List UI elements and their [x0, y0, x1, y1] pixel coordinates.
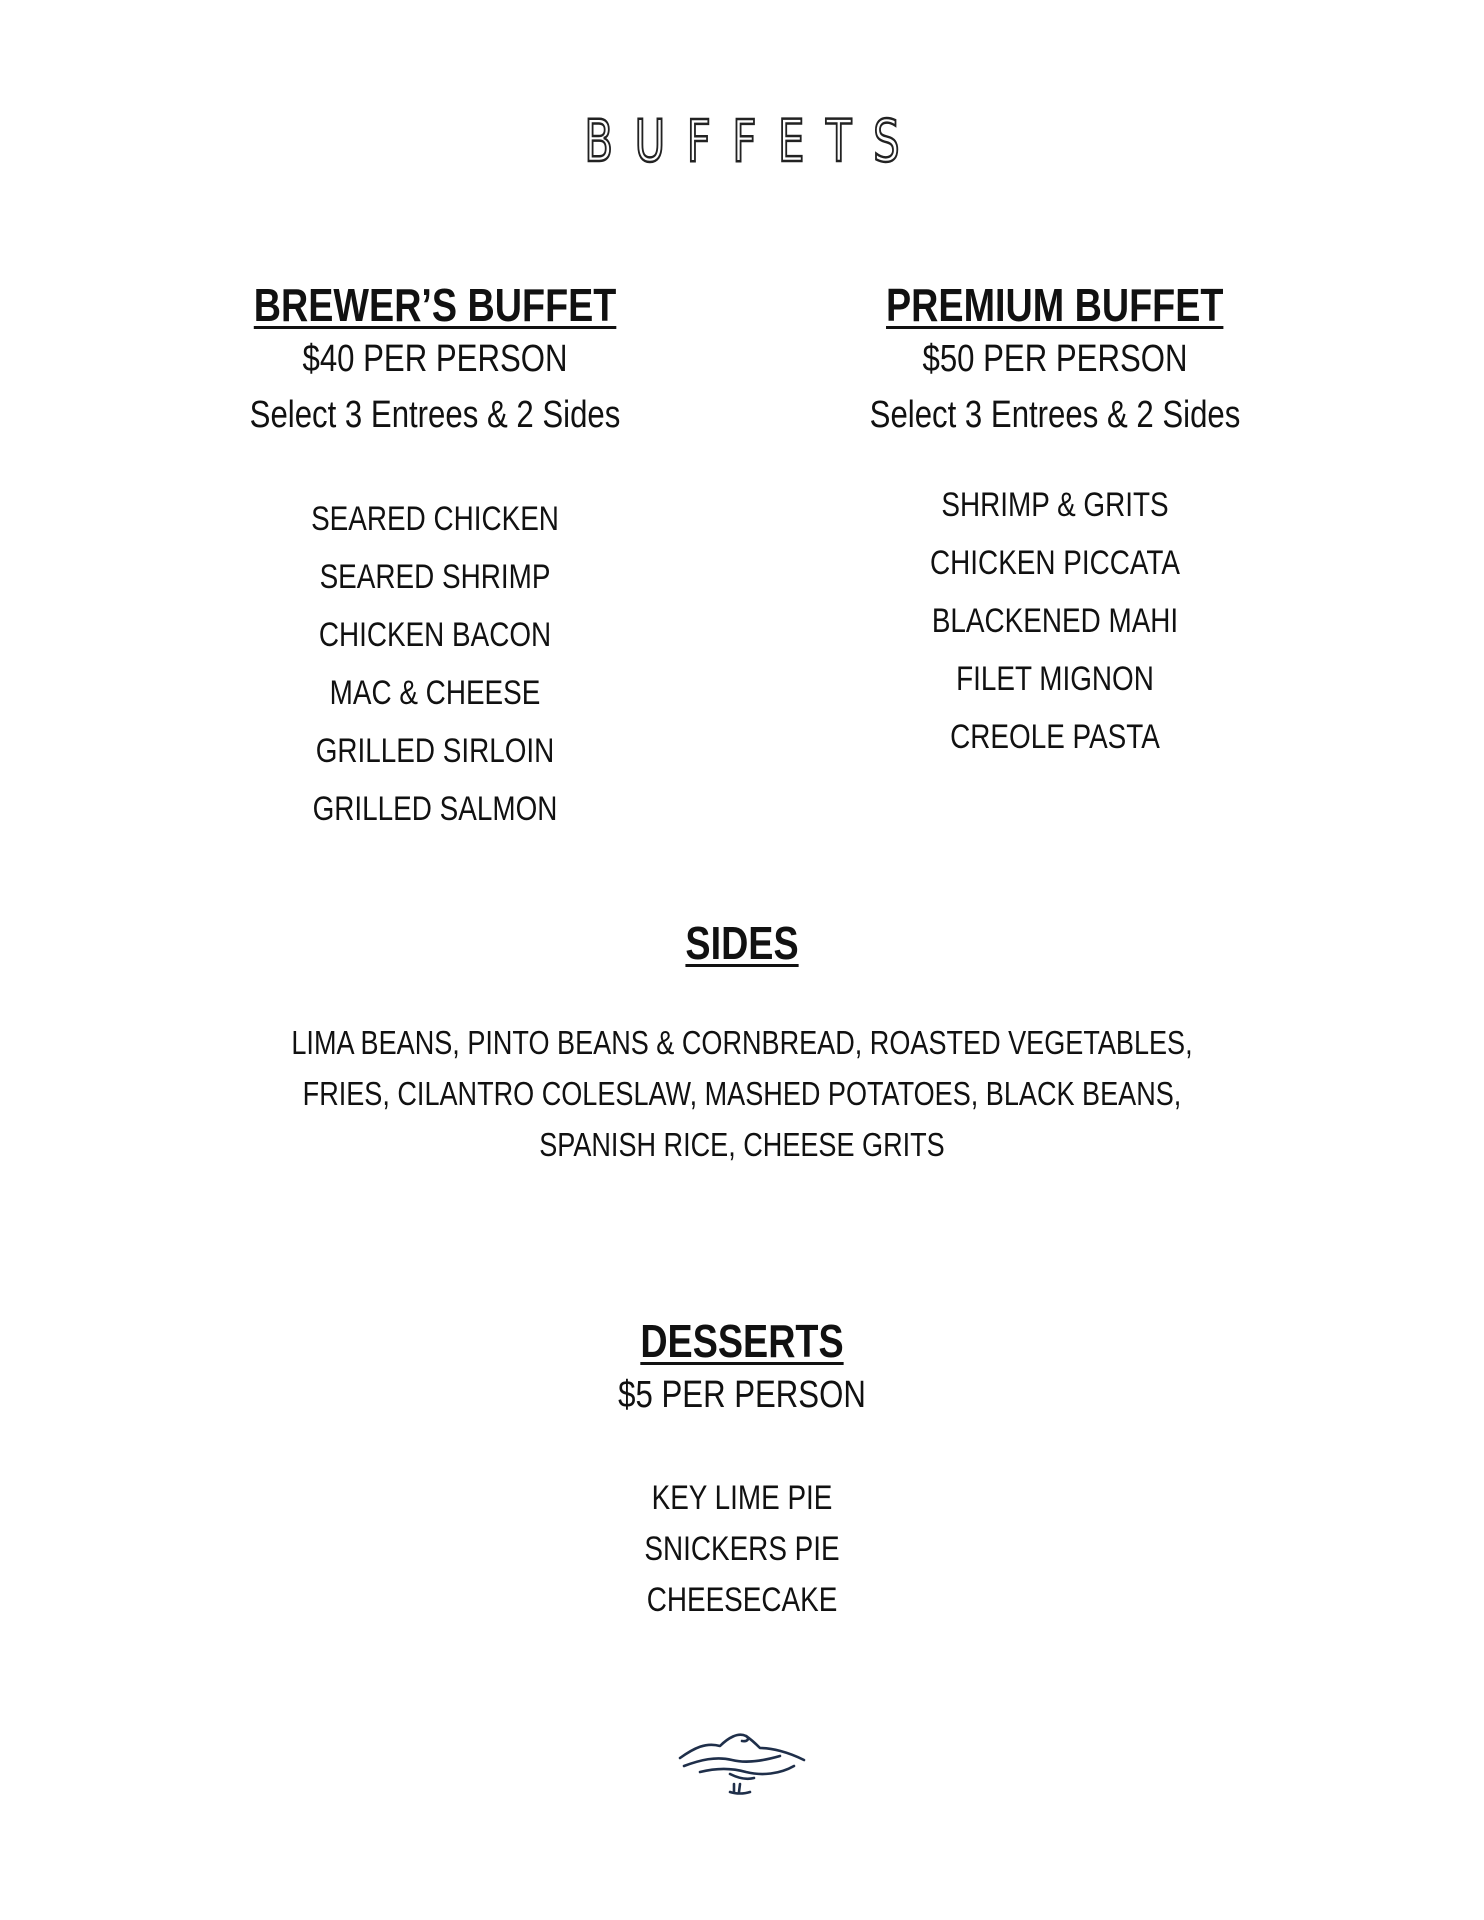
entree-item: GRILLED SIRLOIN: [315, 731, 555, 770]
entree-item: SEARED CHICKEN: [311, 499, 559, 538]
brewers-buffet-section: [125, 278, 745, 838]
brewers-buffet-heading: BREWER’S BUFFET: [253, 279, 617, 331]
desserts-list: [0, 1473, 1484, 1626]
brewers-buffet-select-note: Select 3 Entrees & 2 Sides: [249, 393, 621, 436]
entree-item: FILET MIGNON: [956, 659, 1154, 698]
brewers-buffet-price: $40 PER PERSON: [302, 338, 568, 381]
entree-item: MAC & CHEESE: [329, 673, 541, 712]
sides-line: LIMA BEANS, PINTO BEANS & CORNBREAD, ROASTED VEGETABLES,: [291, 1024, 1193, 1062]
desserts-heading: DESSERTS: [640, 1315, 844, 1367]
dessert-item: KEY LIME PIE: [651, 1478, 833, 1517]
bird-logo-icon: [676, 1726, 808, 1804]
page-title: BUFFETS: [584, 107, 922, 175]
premium-buffet-select-note: Select 3 Entrees & 2 Sides: [869, 393, 1241, 436]
premium-buffet-section: [745, 278, 1365, 766]
entree-item: SHRIMP & GRITS: [941, 485, 1169, 524]
sides-list: [271, 1017, 1214, 1170]
dessert-item: CHEESECAKE: [646, 1580, 838, 1619]
entree-item: SEARED SHRIMP: [319, 557, 551, 596]
premium-buffet-heading: PREMIUM BUFFET: [886, 279, 1224, 331]
premium-buffet-entree-list: [745, 476, 1365, 766]
brewers-buffet-entree-list: [125, 490, 745, 838]
desserts-section: [0, 1314, 1484, 1626]
entree-item: BLACKENED MAHI: [931, 601, 1179, 640]
sides-line: SPANISH RICE, CHEESE GRITS: [539, 1126, 945, 1164]
sides-heading: SIDES: [685, 917, 799, 969]
entree-item: GRILLED SALMON: [312, 789, 558, 828]
premium-buffet-price: $50 PER PERSON: [922, 338, 1188, 381]
entree-item: CREOLE PASTA: [950, 717, 1160, 756]
dessert-item: SNICKERS PIE: [644, 1529, 840, 1568]
sides-section: [0, 916, 1484, 1170]
sides-line: FRIES, CILANTRO COLESLAW, MASHED POTATOES, BLACK BEANS,: [302, 1075, 1182, 1113]
desserts-price: $5 PER PERSON: [618, 1374, 866, 1417]
entree-item: CHICKEN PICCATA: [930, 543, 1180, 582]
entree-item: CHICKEN BACON: [318, 615, 552, 654]
